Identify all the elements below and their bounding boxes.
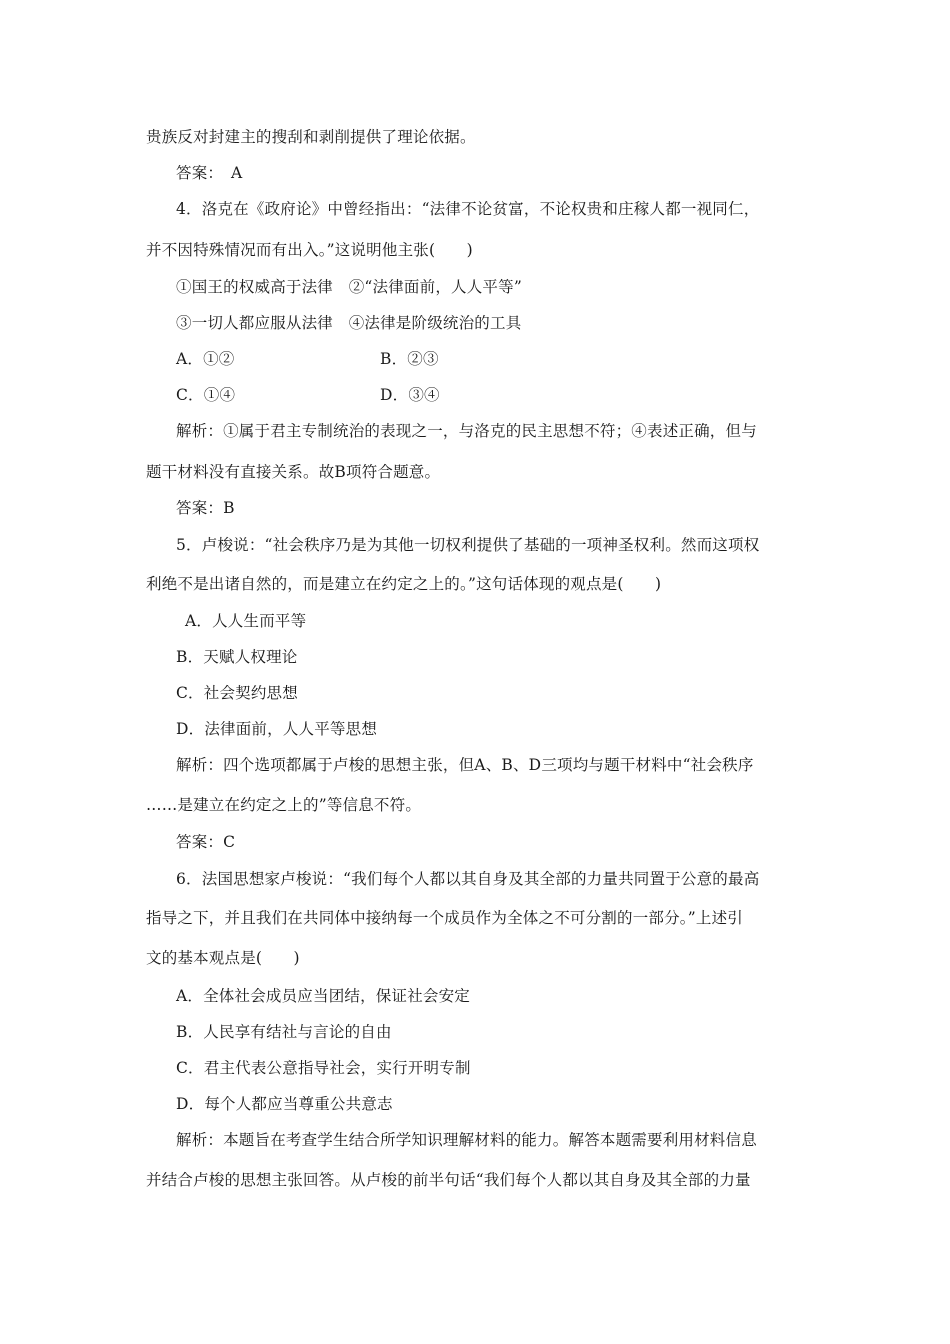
q4-stem-line1: 4．洛克在《政府论》中曾经指出：“法律不论贫富，不论权贵和庄稼人都一视同仁， (176, 200, 760, 218)
q4-option-b: B．②③ (380, 350, 439, 368)
intro-line: 贵族反对封建主的搜刮和剥削提供了理论依据。 (146, 128, 476, 146)
q4-answer: 答案：B (176, 499, 235, 517)
q4-option-a: A．①② (176, 350, 235, 368)
q4-analysis-line2: 题干材料没有直接关系。故B项符合题意。 (146, 463, 441, 481)
q4-stem-line2: 并不因特殊情况而有出入。”这说明他主张( ) (146, 241, 473, 259)
q4-analysis-line1: 解析：①属于君主专制统治的表现之一，与洛克的民主思想不符；④表述正确，但与 (176, 422, 757, 440)
q6-option-d: D．每个人都应当尊重公共意志 (176, 1095, 393, 1113)
q6-option-a: A．全体社会成员应当团结，保证社会安定 (176, 987, 470, 1005)
q5-stem-line1: 5．卢梭说：“社会秩序乃是为其他一切权利提供了基础的一项神圣权利。然而这项权 (176, 536, 760, 554)
q6-stem-line3: 文的基本观点是( ) (146, 949, 300, 967)
q6-option-c: C．君主代表公意指导社会，实行开明专制 (176, 1059, 471, 1077)
q5-stem-line2: 利绝不是出诸自然的，而是建立在约定之上的。”这句话体现的观点是( ) (146, 575, 662, 593)
q4-option-d: D．③④ (380, 386, 440, 404)
q6-analysis-line2: 并结合卢梭的思想主张回答。从卢梭的前半句话“我们每个人都以其自身及其全部的力量 (146, 1171, 751, 1189)
q6-option-b: B．人民享有结社与言论的自由 (176, 1023, 392, 1041)
q4-option-c: C．①④ (176, 386, 236, 404)
q6-analysis-line1: 解析：本题旨在考查学生结合所学知识理解材料的能力。解答本题需要利用材料信息 (176, 1131, 757, 1149)
q5-option-b: B．天赋人权理论 (176, 648, 298, 666)
q5-option-d: D．法律面前，人人平等思想 (176, 720, 378, 738)
q5-option-c: C．社会契约思想 (176, 684, 298, 702)
q4-items-line1: ①国王的权威高于法律 ②“法律面前，人人平等” (176, 278, 522, 296)
q5-analysis-line1: 解析：四个选项都属于卢梭的思想主张，但A、B、D三项均与题干材料中“社会秩序 (176, 756, 754, 774)
q5-option-a: A．人人生而平等 (185, 612, 307, 630)
answer-prev: 答案： A (176, 164, 243, 182)
q5-answer: 答案：C (176, 833, 236, 851)
q4-items-line2: ③一切人都应服从法律 ④法律是阶级统治的工具 (176, 314, 522, 332)
q6-stem-line1: 6．法国思想家卢梭说：“我们每个人都以其自身及其全部的力量共同置于公意的最高 (176, 870, 760, 888)
q6-stem-line2: 指导之下，并且我们在共同体中接纳每一个成员作为全体之不可分割的一部分。”上述引 (146, 909, 743, 927)
q5-analysis-line2: ……是建立在约定之上的”等信息不符。 (146, 796, 422, 814)
